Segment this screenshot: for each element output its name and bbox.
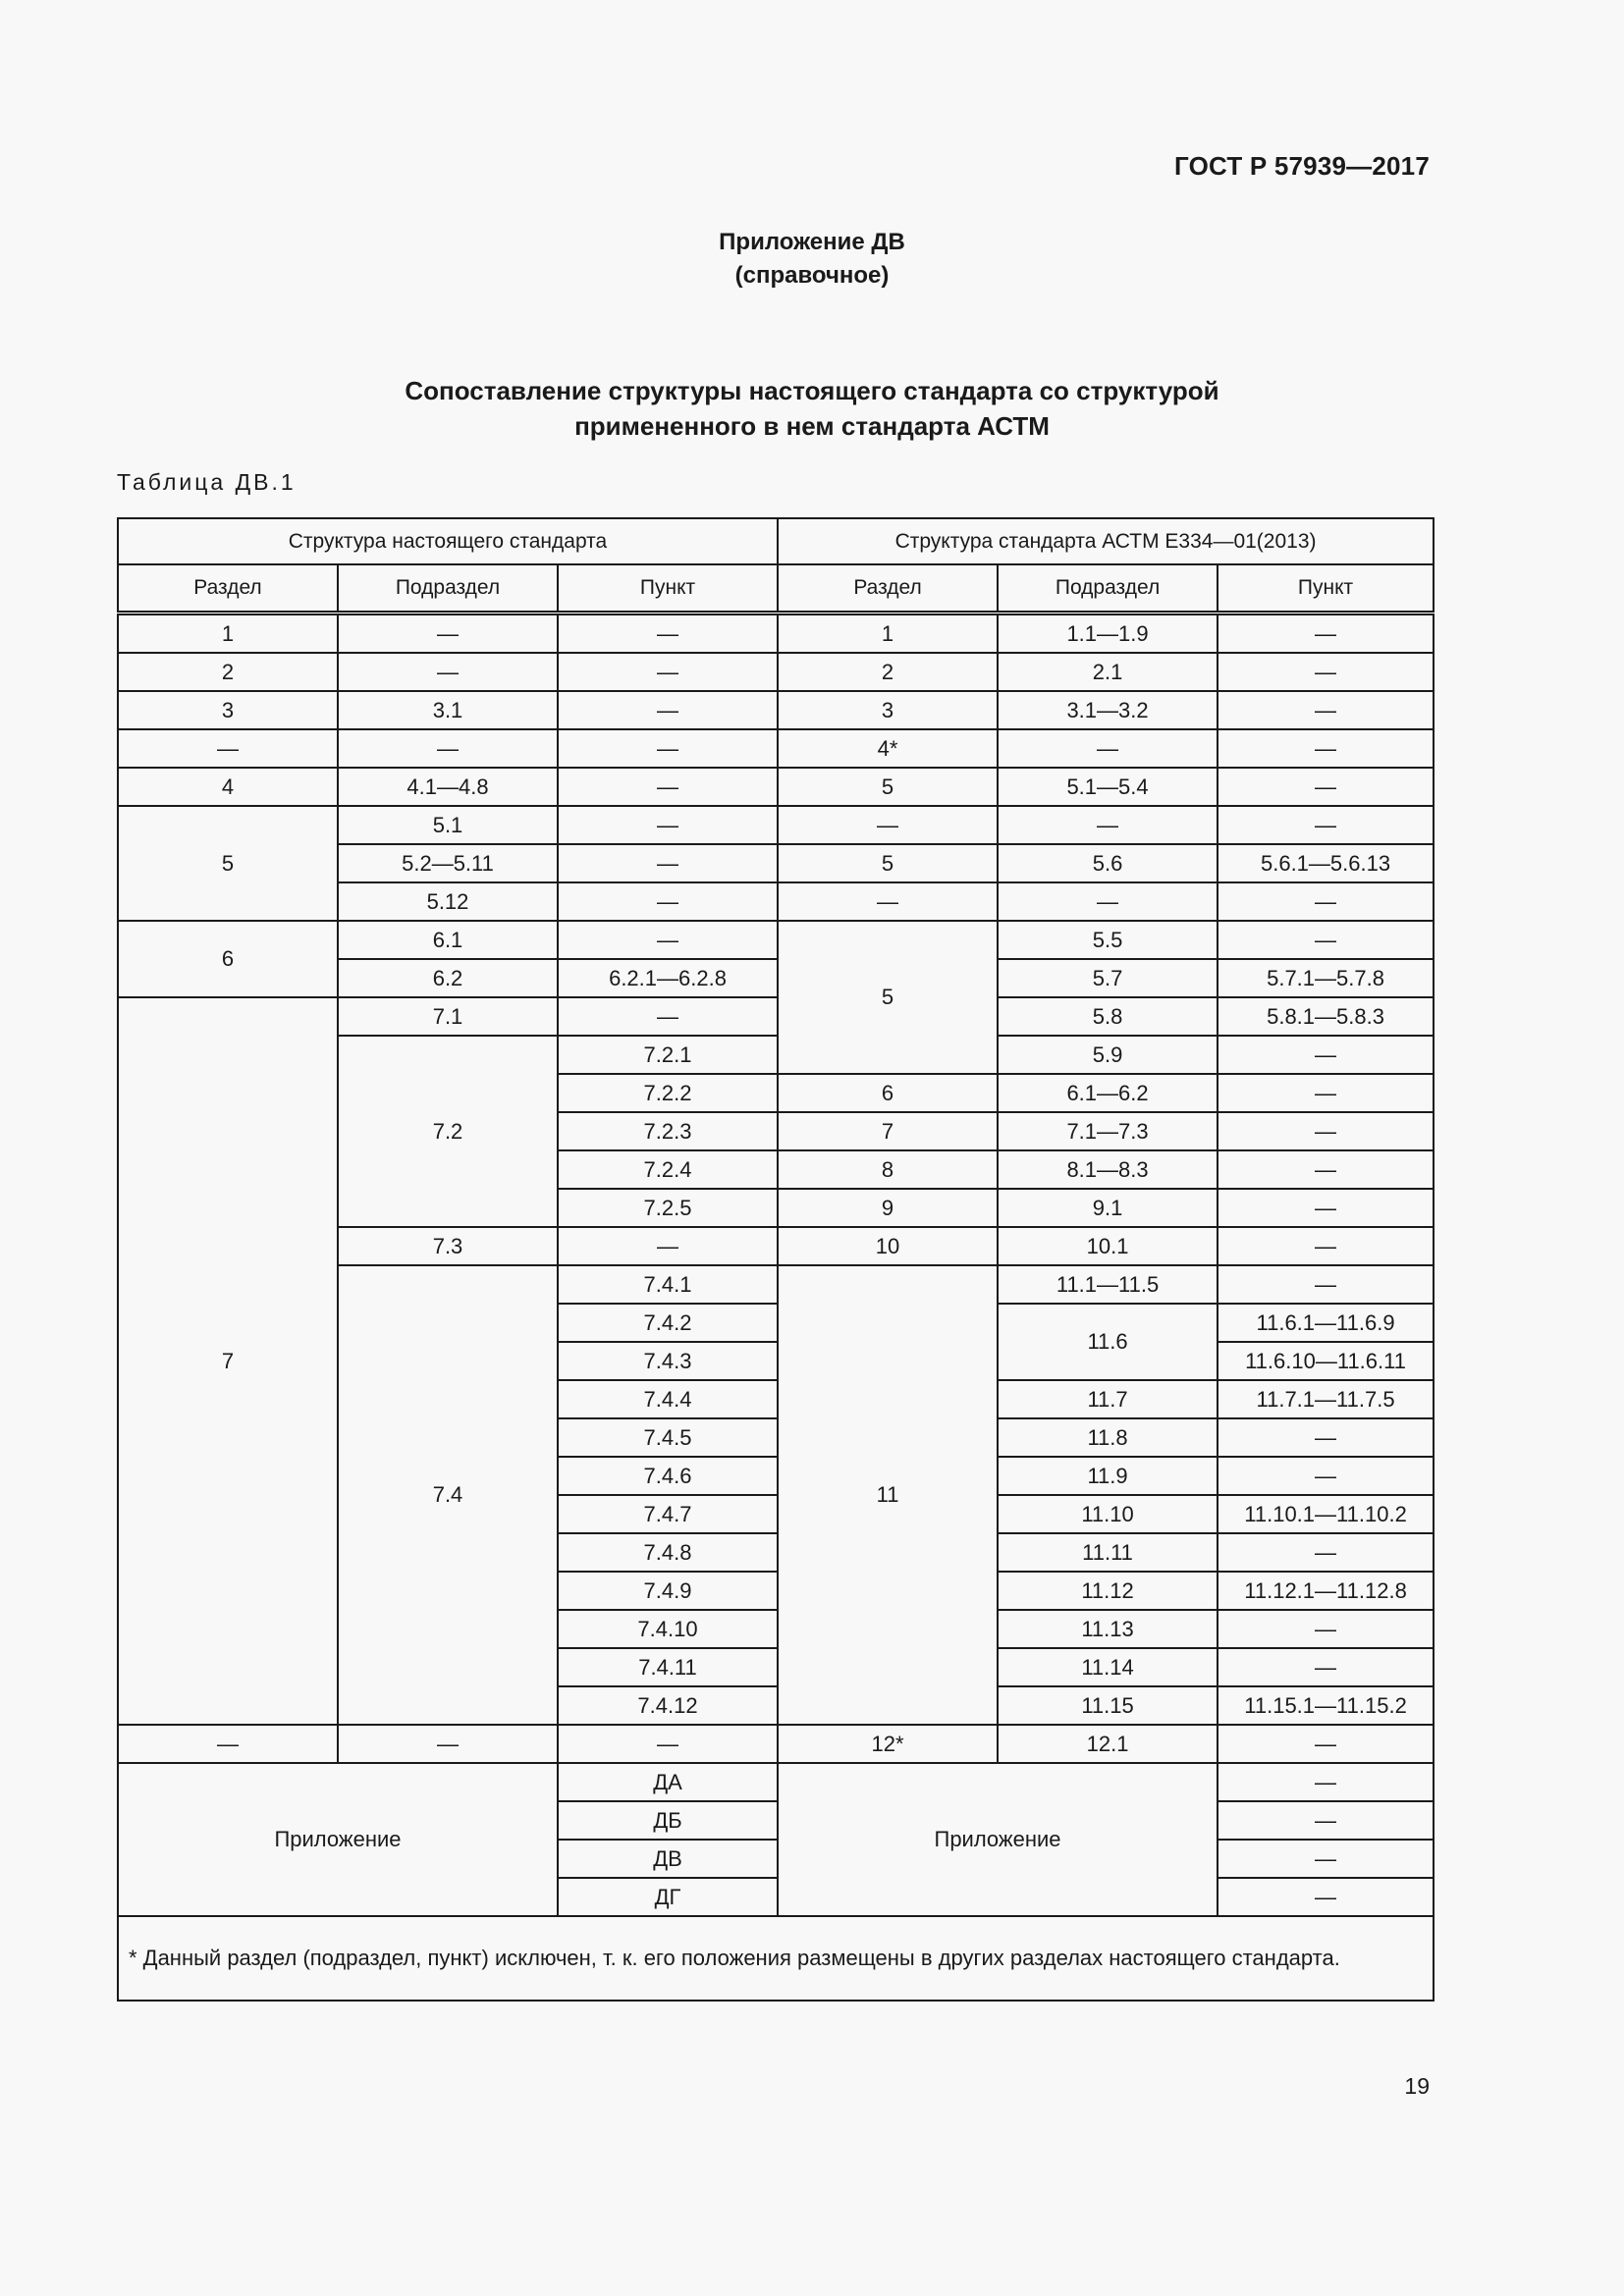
table-cell: 11.7.1—11.7.5 bbox=[1218, 1380, 1434, 1418]
table-cell: 5 bbox=[778, 921, 998, 1074]
table-cell: 3 bbox=[118, 691, 338, 729]
table-cell: 5 bbox=[778, 768, 998, 806]
table-cell: 3 bbox=[778, 691, 998, 729]
table-cell: 5.12 bbox=[338, 882, 558, 921]
table-cell: — bbox=[338, 729, 558, 768]
table-cell: 1.1—1.9 bbox=[998, 614, 1218, 654]
table-cell: 11.1—11.5 bbox=[998, 1265, 1218, 1304]
table-footnote: * Данный раздел (подраздел, пункт) исключен, т. к. его положения размещены в других разделах настоящего стандарта. bbox=[118, 1916, 1434, 2001]
table-cell: 7.4.10 bbox=[558, 1610, 778, 1648]
document-title-line2: примененного в нем стандарта АСТМ bbox=[574, 411, 1050, 441]
table-cell: 11.12.1—11.12.8 bbox=[1218, 1572, 1434, 1610]
table-cell: — bbox=[558, 768, 778, 806]
table-cell: 11.11 bbox=[998, 1533, 1218, 1572]
table-cell: 6.2 bbox=[338, 959, 558, 997]
table-cell: — bbox=[558, 1725, 778, 1763]
table-cell: 2 bbox=[118, 653, 338, 691]
table-cell: 11.6.10—11.6.11 bbox=[1218, 1342, 1434, 1380]
table-cell: 7.2 bbox=[338, 1036, 558, 1227]
table-cell: 7 bbox=[778, 1112, 998, 1150]
table-cell: 7.4.1 bbox=[558, 1265, 778, 1304]
table-cell: 11.15 bbox=[998, 1686, 1218, 1725]
table-cell: Приложение bbox=[778, 1763, 1218, 1916]
table-cell: — bbox=[778, 806, 998, 844]
table-row bbox=[118, 921, 1434, 959]
table-cell: 7 bbox=[118, 997, 338, 1725]
table-cell: 11.6.1—11.6.9 bbox=[1218, 1304, 1434, 1342]
table-cell: — bbox=[558, 729, 778, 768]
column-header: Раздел bbox=[118, 564, 338, 614]
table-cell: — bbox=[558, 844, 778, 882]
table-cell: 4* bbox=[778, 729, 998, 768]
table-cell: 11.10.1—11.10.2 bbox=[1218, 1495, 1434, 1533]
appendix-title: Приложение ДВ bbox=[719, 229, 905, 255]
table-cell: — bbox=[1218, 806, 1434, 844]
table-cell: — bbox=[1218, 1878, 1434, 1916]
table-cell: 7.4.5 bbox=[558, 1418, 778, 1457]
column-header: Раздел bbox=[778, 564, 998, 614]
table-cell: 11.6 bbox=[998, 1304, 1218, 1380]
table-body bbox=[118, 614, 1434, 1917]
standard-code: ГОСТ Р 57939—2017 bbox=[1174, 151, 1430, 181]
table-cell: 11.9 bbox=[998, 1457, 1218, 1495]
table-cell: 3.1 bbox=[338, 691, 558, 729]
table-row bbox=[118, 806, 1434, 844]
table-cell: 7.4.7 bbox=[558, 1495, 778, 1533]
table-cell: 5.5 bbox=[998, 921, 1218, 959]
table-column-header-row bbox=[118, 564, 1434, 614]
table-cell: — bbox=[558, 997, 778, 1036]
table-cell: — bbox=[558, 921, 778, 959]
table-cell: 10.1 bbox=[998, 1227, 1218, 1265]
table-cell: 7.2.2 bbox=[558, 1074, 778, 1112]
table-cell: — bbox=[1218, 1112, 1434, 1150]
table-cell: 5.1—5.4 bbox=[998, 768, 1218, 806]
table-cell: — bbox=[338, 1725, 558, 1763]
table-cell: — bbox=[1218, 614, 1434, 654]
table-cell: — bbox=[1218, 1533, 1434, 1572]
table-cell: 3.1—3.2 bbox=[998, 691, 1218, 729]
table-row bbox=[118, 1763, 1434, 1801]
table-cell: 8.1—8.3 bbox=[998, 1150, 1218, 1189]
table-cell: — bbox=[1218, 1801, 1434, 1840]
table-cell: — bbox=[1218, 1036, 1434, 1074]
table-cell: 5 bbox=[118, 806, 338, 921]
table-cell: 7.4 bbox=[338, 1265, 558, 1725]
table-cell: 7.2.3 bbox=[558, 1112, 778, 1150]
table-cell: 5.7 bbox=[998, 959, 1218, 997]
table-cell: — bbox=[998, 882, 1218, 921]
table-cell: 1 bbox=[118, 614, 338, 654]
table-cell: 4.1—4.8 bbox=[338, 768, 558, 806]
column-header: Пункт bbox=[1218, 564, 1434, 614]
table-cell: — bbox=[558, 691, 778, 729]
table-cell: 7.2.4 bbox=[558, 1150, 778, 1189]
table-row bbox=[118, 997, 1434, 1036]
table-cell: 7.4.12 bbox=[558, 1686, 778, 1725]
table-cell: — bbox=[1218, 1150, 1434, 1189]
group-header-this-standard: Структура настоящего стандарта bbox=[118, 518, 778, 564]
table-cell: 5.2—5.11 bbox=[338, 844, 558, 882]
table-cell: 11.8 bbox=[998, 1418, 1218, 1457]
table-cell: 11.12 bbox=[998, 1572, 1218, 1610]
table-cell: — bbox=[1218, 691, 1434, 729]
table-cell: 7.4.9 bbox=[558, 1572, 778, 1610]
table-cell: 7.2.5 bbox=[558, 1189, 778, 1227]
table-cell: — bbox=[1218, 1725, 1434, 1763]
table-cell: 6.1—6.2 bbox=[998, 1074, 1218, 1112]
table-cell: ДГ bbox=[558, 1878, 778, 1916]
structure-comparison-table bbox=[117, 517, 1435, 2002]
table-cell: Приложение bbox=[118, 1763, 558, 1916]
table-cell: 10 bbox=[778, 1227, 998, 1265]
table-cell: 7.1—7.3 bbox=[998, 1112, 1218, 1150]
table-cell: — bbox=[1218, 1189, 1434, 1227]
table-row bbox=[118, 614, 1434, 654]
table-cell: — bbox=[338, 653, 558, 691]
table-cell: — bbox=[1218, 1763, 1434, 1801]
table-group-header-row bbox=[118, 518, 1434, 564]
column-header: Пункт bbox=[558, 564, 778, 614]
table-cell: ДБ bbox=[558, 1801, 778, 1840]
table-cell: 5 bbox=[778, 844, 998, 882]
document-title-line1: Сопоставление структуры настоящего стандарта со структурой bbox=[405, 376, 1219, 405]
table-cell: 6.2.1—6.2.8 bbox=[558, 959, 778, 997]
appendix-heading bbox=[0, 226, 1624, 293]
table-cell: — bbox=[118, 1725, 338, 1763]
table-cell: 7.4.2 bbox=[558, 1304, 778, 1342]
page-number: 19 bbox=[1404, 2073, 1430, 2099]
table-cell: 7.4.6 bbox=[558, 1457, 778, 1495]
table-cell: — bbox=[1218, 1418, 1434, 1457]
footnote-row bbox=[118, 1916, 1434, 2001]
table-cell: 12.1 bbox=[998, 1725, 1218, 1763]
table-row bbox=[118, 691, 1434, 729]
table-cell: 11.7 bbox=[998, 1380, 1218, 1418]
table-cell: — bbox=[118, 729, 338, 768]
table-cell: 5.7.1—5.7.8 bbox=[1218, 959, 1434, 997]
table-cell: — bbox=[1218, 1227, 1434, 1265]
table-cell: 11 bbox=[778, 1265, 998, 1725]
table-cell: 1 bbox=[778, 614, 998, 654]
table-cell: — bbox=[998, 806, 1218, 844]
table-cell: 9.1 bbox=[998, 1189, 1218, 1227]
group-header-astm-standard: Структура стандарта АСТМ Е334—01(2013) bbox=[778, 518, 1434, 564]
table-cell: 7.3 bbox=[338, 1227, 558, 1265]
table-cell: — bbox=[1218, 729, 1434, 768]
table-cell: 12* bbox=[778, 1725, 998, 1763]
table-cell: — bbox=[558, 653, 778, 691]
appendix-note: (справочное) bbox=[734, 262, 890, 289]
table-cell: — bbox=[558, 882, 778, 921]
table-cell: — bbox=[1218, 1265, 1434, 1304]
table-cell: 7.1 bbox=[338, 997, 558, 1036]
table-cell: — bbox=[558, 806, 778, 844]
table-row bbox=[118, 768, 1434, 806]
table-cell: — bbox=[338, 614, 558, 654]
table-cell: 11.13 bbox=[998, 1610, 1218, 1648]
table-cell: 5.6 bbox=[998, 844, 1218, 882]
table-cell: 9 bbox=[778, 1189, 998, 1227]
table-cell: — bbox=[1218, 1457, 1434, 1495]
table-cell: — bbox=[998, 729, 1218, 768]
table-cell: — bbox=[558, 614, 778, 654]
table-cell: 7.2.1 bbox=[558, 1036, 778, 1074]
table-cell: — bbox=[558, 1227, 778, 1265]
table-cell: 5.1 bbox=[338, 806, 558, 844]
table-cell: 7.4.3 bbox=[558, 1342, 778, 1380]
table-cell: — bbox=[1218, 1648, 1434, 1686]
table-cell: — bbox=[1218, 768, 1434, 806]
table-cell: 5.8.1—5.8.3 bbox=[1218, 997, 1434, 1036]
table-cell: 11.15.1—11.15.2 bbox=[1218, 1686, 1434, 1725]
table-cell: — bbox=[778, 882, 998, 921]
table-cell: — bbox=[1218, 1840, 1434, 1878]
table-cell: 7.4.11 bbox=[558, 1648, 778, 1686]
table-cell: — bbox=[1218, 1610, 1434, 1648]
table-row bbox=[118, 729, 1434, 768]
table-cell: 11.10 bbox=[998, 1495, 1218, 1533]
table-cell: 8 bbox=[778, 1150, 998, 1189]
table-cell: — bbox=[1218, 1074, 1434, 1112]
table-cell: 5.9 bbox=[998, 1036, 1218, 1074]
table-cell: — bbox=[1218, 653, 1434, 691]
document-title bbox=[0, 373, 1624, 444]
table-cell: — bbox=[1218, 921, 1434, 959]
table-row bbox=[118, 653, 1434, 691]
table-cell: 5.6.1—5.6.13 bbox=[1218, 844, 1434, 882]
table-cell: — bbox=[1218, 882, 1434, 921]
table-cell: 2 bbox=[778, 653, 998, 691]
table-cell: 6.1 bbox=[338, 921, 558, 959]
table-cell: ДА bbox=[558, 1763, 778, 1801]
table-cell: 6 bbox=[778, 1074, 998, 1112]
table-cell: ДВ bbox=[558, 1840, 778, 1878]
table-cell: 4 bbox=[118, 768, 338, 806]
table-cell: 7.4.4 bbox=[558, 1380, 778, 1418]
table-cell: 5.8 bbox=[998, 997, 1218, 1036]
table-cell: 7.4.8 bbox=[558, 1533, 778, 1572]
table-cell: 6 bbox=[118, 921, 338, 997]
column-header: Подраздел bbox=[338, 564, 558, 614]
table-cell: 11.14 bbox=[998, 1648, 1218, 1686]
table-row bbox=[118, 1725, 1434, 1763]
table-label: Таблица ДВ.1 bbox=[117, 469, 297, 495]
column-header: Подраздел bbox=[998, 564, 1218, 614]
table-cell: 2.1 bbox=[998, 653, 1218, 691]
